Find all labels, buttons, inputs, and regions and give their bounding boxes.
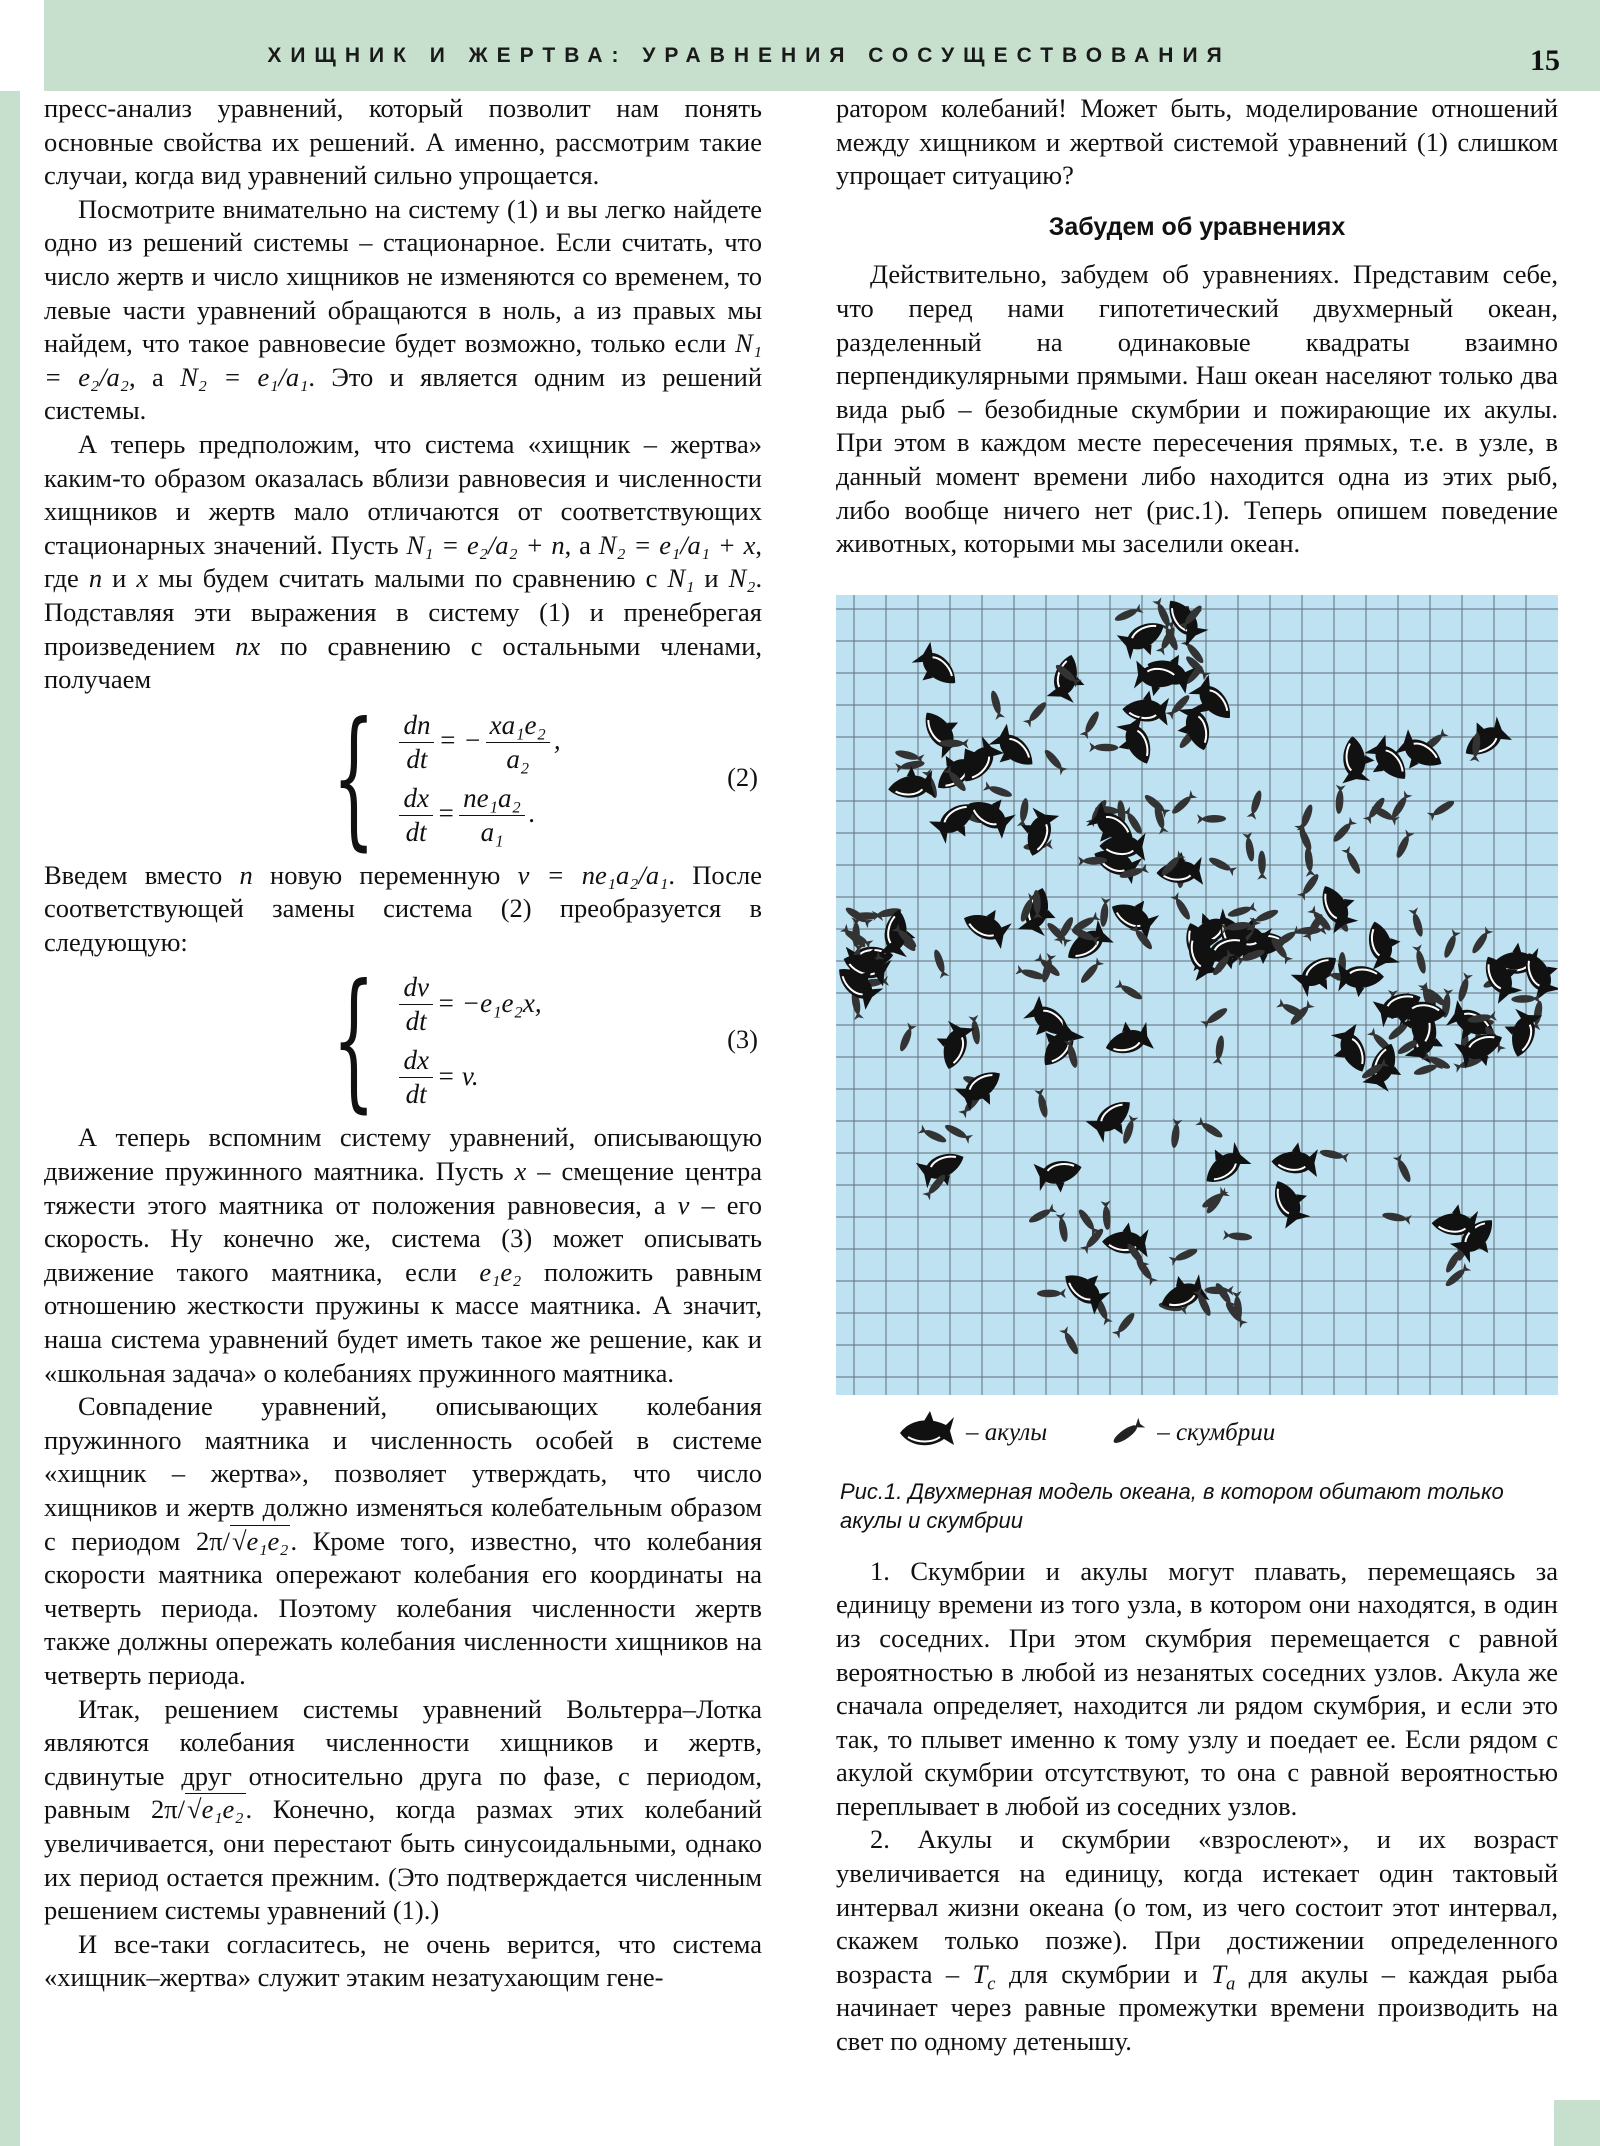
equation-3: { $\frac{dv}{dt}$ = −e₁e₂x, $\frac{dx}{dt}$ = v. (3) bbox=[332, 953, 758, 1128]
page-header bbox=[44, 0, 1600, 91]
equation-2: { $\frac{dn}{dt}$ = − $\frac{\text{xa₁e₂}}{\text{a₂}}$ , $\frac{dx}{dt}$ = $\frac{\text{ne₁a₂}}{\text{a₁}}$ . (2) bbox=[332, 690, 758, 865]
shark-icon bbox=[896, 1411, 956, 1455]
figure-legend bbox=[896, 1411, 1558, 1455]
paragraph: Совпадение уравнений, описывающих колебания пружинного маятника и численность особей в системе «хищник – жертва», позволяет утверждать, что число хищников и жертв должно изменяться колебательным образом с периодом 2π/√e₁e₂. Кроме того, известно, что колебания скорости маятника опережают колебания его координаты на четверть периода. Поэтому колебания численности жертв также должны опережать колебания численности хищников на четверть периода. bbox=[44, 1391, 763, 1690]
inline-formula: N₂ = e₁/a₁ bbox=[180, 361, 309, 392]
equation-number: (3) bbox=[727, 1024, 758, 1055]
inline-formula: v = ne₁a₂/a₁ bbox=[517, 859, 669, 890]
inline-formula: N₁ = e₂/a₂ bbox=[44, 328, 762, 392]
equation-number: (2) bbox=[727, 761, 758, 792]
paragraph: 1. Скумбрии и акулы могут плавать, перемещаясь за единицу времени из того узла, в котором они находятся, в один из соседних. При этом скумбрия перемещается с равной вероятностью в любой из незанятых соседних узлов. Акула же сначала определяет, находится ли рядом скумбрия, и если это так, то плывет именно к тому узлу и поедает ее. Если рядом с акулой скумбрии отсутствуют, то она с равной вероятностью переплывает в любой из соседних узлов. bbox=[836, 1555, 1558, 1821]
inline-formula: $T_a$ bbox=[1211, 1958, 1236, 1995]
left-margin-strip bbox=[0, 91, 20, 2146]
corner-decoration bbox=[1554, 2100, 1600, 2146]
paragraph: ратором колебаний! Может быть, моделирование отношений между хищником и жертвой системой уравнений (1) слишком упрощает ситуацию? bbox=[836, 93, 1558, 191]
page-number: 15 bbox=[1530, 44, 1560, 77]
right-column bbox=[836, 92, 1558, 2059]
figure-ocean-model bbox=[836, 595, 1558, 1535]
inline-formula: N₁ = e₂/a₂ + n bbox=[406, 529, 565, 560]
left-column bbox=[44, 92, 762, 1995]
paragraph: И все-таки согласитесь, не очень верится, что система «хищник–жертва» служит этаким незатухающим гене- bbox=[44, 1928, 762, 1993]
inline-formula: $T_c$ bbox=[972, 1958, 996, 1995]
paragraph: Итак, решением системы уравнений Вольтерра–Лотка являются колебания численности хищников и жертв, сдвинутые друг относительно друга по фазе, с периодом, равным 2π/√e₁e₂. Конечно, когда размах этих колебаний увеличивается, они перестают быть синусоидальными, однако их период остается прежним. (Это подтверждается численным решением системы уравнений (1).) bbox=[44, 1693, 762, 1926]
section-heading: Забудем об уравнениях bbox=[1048, 212, 1346, 241]
running-title: ХИЩНИК И ЖЕРТВА: УРАВНЕНИЯ СОСУЩЕСТВОВАНИЯ bbox=[267, 44, 1231, 67]
paragraph: А теперь вспомним систему уравнений, описывающую движение пружинного маятника. Пусть x – смещение центра тяжести этого маятника от положения равновесия, а v – его скорость. Ну конечно же, система (3) может описывать движение такого маятника, если e₁e₂ положить равным отношению жесткости пружины к массе маятника. А значит, наша система уравнений будет иметь такое же решение, как и «школьная задача» о колебаниях пружинного маятника. bbox=[44, 1122, 763, 1388]
ocean-grid-illustration bbox=[836, 595, 1558, 1395]
paragraph: 2. Акулы и скумбрии «взрослеют», и их возраст увеличивается на единицу, когда истекает один тактовый интервал жизни океана (о том, из чего состоит этот интервал, скажем только позже). При достижении определенного возраста – $T_c$ для скумбрии и $T_a$ для акулы – каждая рыба начинает через равные промежутки времени производить на свет по одному детенышу. bbox=[836, 1824, 1559, 2057]
inline-formula: 2π/√e₁e₂ bbox=[151, 1794, 244, 1825]
paragraph: Введем вместо n новую переменную v = ne₁a₂/a₁. После соответствующей замены система (2) преобразуется в следующую: bbox=[44, 859, 763, 957]
legend-item-mackerel: – скумбрии bbox=[1107, 1416, 1275, 1450]
paragraph: пресс-анализ уравнений, который позволит нам понять основные свойства их решений. А именно, рассмотрим такие случаи, когда вид уравнений сильно упрощается. bbox=[44, 93, 762, 191]
inline-formula: 2π/√e₁e₂ bbox=[195, 1525, 289, 1556]
figure-caption: Рис.1. Двухмерная модель океана, в котором обитают только акулы и скумбрии bbox=[840, 1478, 1504, 1533]
legend-item-sharks: – акулы bbox=[896, 1411, 1047, 1455]
mackerel-icon bbox=[1107, 1416, 1147, 1450]
inline-formula: N₂ = e₁/a₁ + x bbox=[598, 529, 756, 560]
paragraph: Посмотрите внимательно на систему (1) и вы легко найдете одно из решений системы – стационарное. Если считать, что число жертв и число хищников не изменяются со временем, то левые части уравнений обращаются в ноль, а из правых мы найдем, что такое равновесие будет возможно, только если N₁ = e₂/a₂, а N₂ = e₁/a₁. Это и является одним из решений системы. bbox=[44, 193, 763, 426]
paragraph: Действительно, забудем об уравнениях. Представим себе, что перед нами гипотетический двухмерный океан, разделенный на одинаковые квадраты взаимно перпендикулярными прямыми. Наш океан населяют только два вида рыб – безобидные скумбрии и пожирающие их акулы. При этом в каждом месте пересечения прямых, т.е. в узле, в данный момент времени либо находится одна из этих рыб, либо вообще ничего нет (рис.1). Теперь опишем поведение животных, которыми мы заселили океан. bbox=[836, 259, 1558, 559]
paragraph: А теперь предположим, что система «хищник – жертва» каким-то образом оказалась вблизи равновесия и численности хищников и жертв мало отличаются от соответствующих стационарных значений. Пусть N₁ = e₂/a₂ + n, а N₂ = e₁/a₁ + x, где n и x мы будем считать малыми по сравнению с N₁ и N₂. Подставляя эти выражения в систему (1) и пренебрегая произведением nx по сравнению с остальными членами, получаем bbox=[44, 428, 763, 695]
